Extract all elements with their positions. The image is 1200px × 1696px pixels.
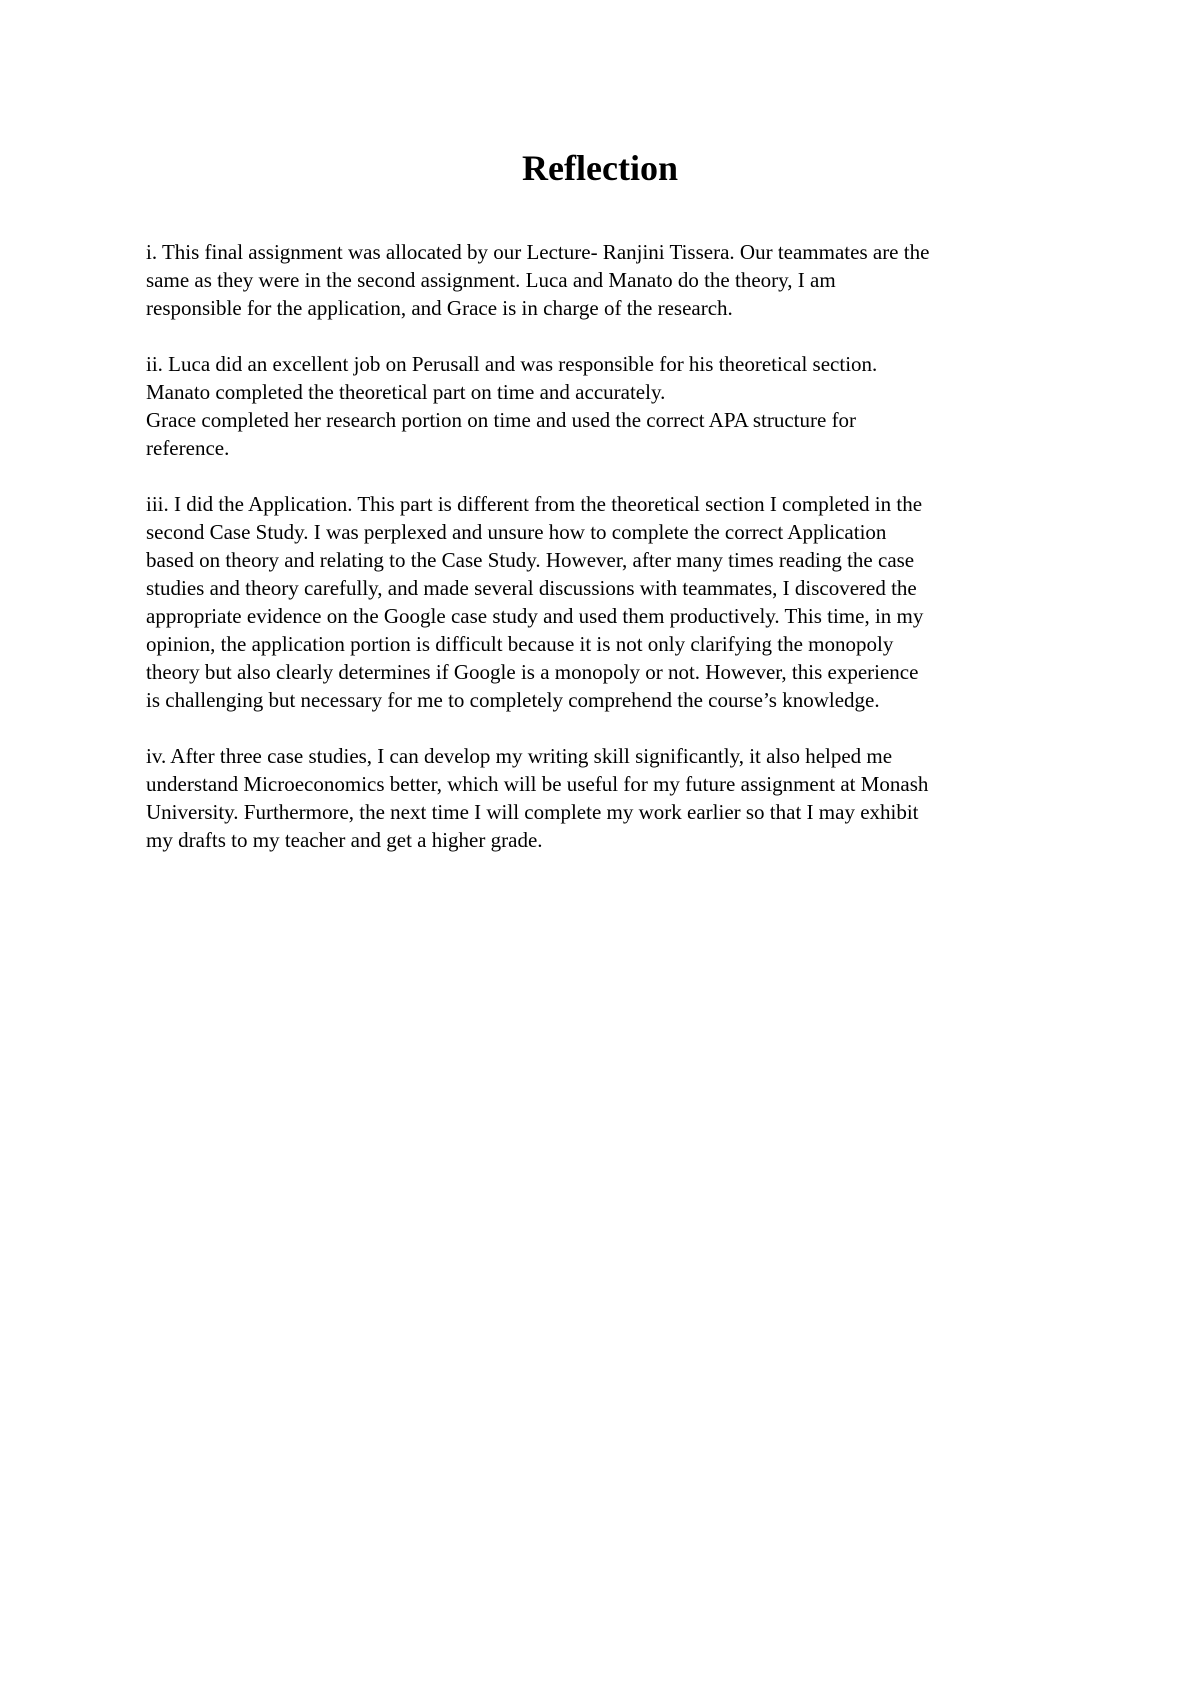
text-line: is challenging but necessary for me to completely comprehend the course’s knowledge.: [146, 688, 880, 712]
text-line: understand Microeconomics better, which will be useful for my future assignment at Monash: [146, 772, 929, 796]
text-line: based on theory and relating to the Case Study. However, after many times reading the case: [146, 548, 915, 572]
text-line: second Case Study. I was perplexed and unsure how to complete the correct Application: [146, 520, 887, 544]
text-line: University. Furthermore, the next time I will complete my work earlier so that I may exhibit: [146, 800, 919, 824]
text-line: same as they were in the second assignment. Luca and Manato do the theory, I am: [146, 268, 836, 292]
text-line: Manato completed the theoretical part on time and accurately.: [146, 380, 666, 404]
paragraph-i: [146, 238, 1076, 322]
text-line: studies and theory carefully, and made several discussions with teammates, I discovered the: [146, 576, 917, 600]
paragraph-iii: [146, 490, 1076, 714]
text-line: my drafts to my teacher and get a higher grade.: [146, 828, 543, 852]
text-line: iv. After three case studies, I can develop my writing skill significantly, it also helped me: [146, 744, 893, 768]
text-line: appropriate evidence on the Google case study and used them productively. This time, in my: [146, 604, 924, 628]
paragraph-ii: [146, 350, 1076, 462]
text-line: opinion, the application portion is difficult because it is not only clarifying the monopoly: [146, 632, 894, 656]
text-line: Grace completed her research portion on time and used the correct APA structure for: [146, 408, 857, 432]
text-line: iii. I did the Application. This part is different from the theoretical section I completed in the: [146, 492, 923, 516]
text-line: responsible for the application, and Grace is in charge of the research.: [146, 296, 733, 320]
text-line: i. This final assignment was allocated by our Lecture- Ranjini Tissera. Our teammates are the: [146, 240, 930, 264]
document-body: [146, 238, 1076, 882]
text-line: reference.: [146, 436, 230, 460]
page-title: Reflection: [522, 148, 678, 188]
text-line: ii. Luca did an excellent job on Perusall and was responsible for his theoretical section.: [146, 352, 878, 376]
text-line: theory but also clearly determines if Google is a monopoly or not. However, this experience: [146, 660, 919, 684]
paragraph-iv: [146, 742, 1076, 854]
